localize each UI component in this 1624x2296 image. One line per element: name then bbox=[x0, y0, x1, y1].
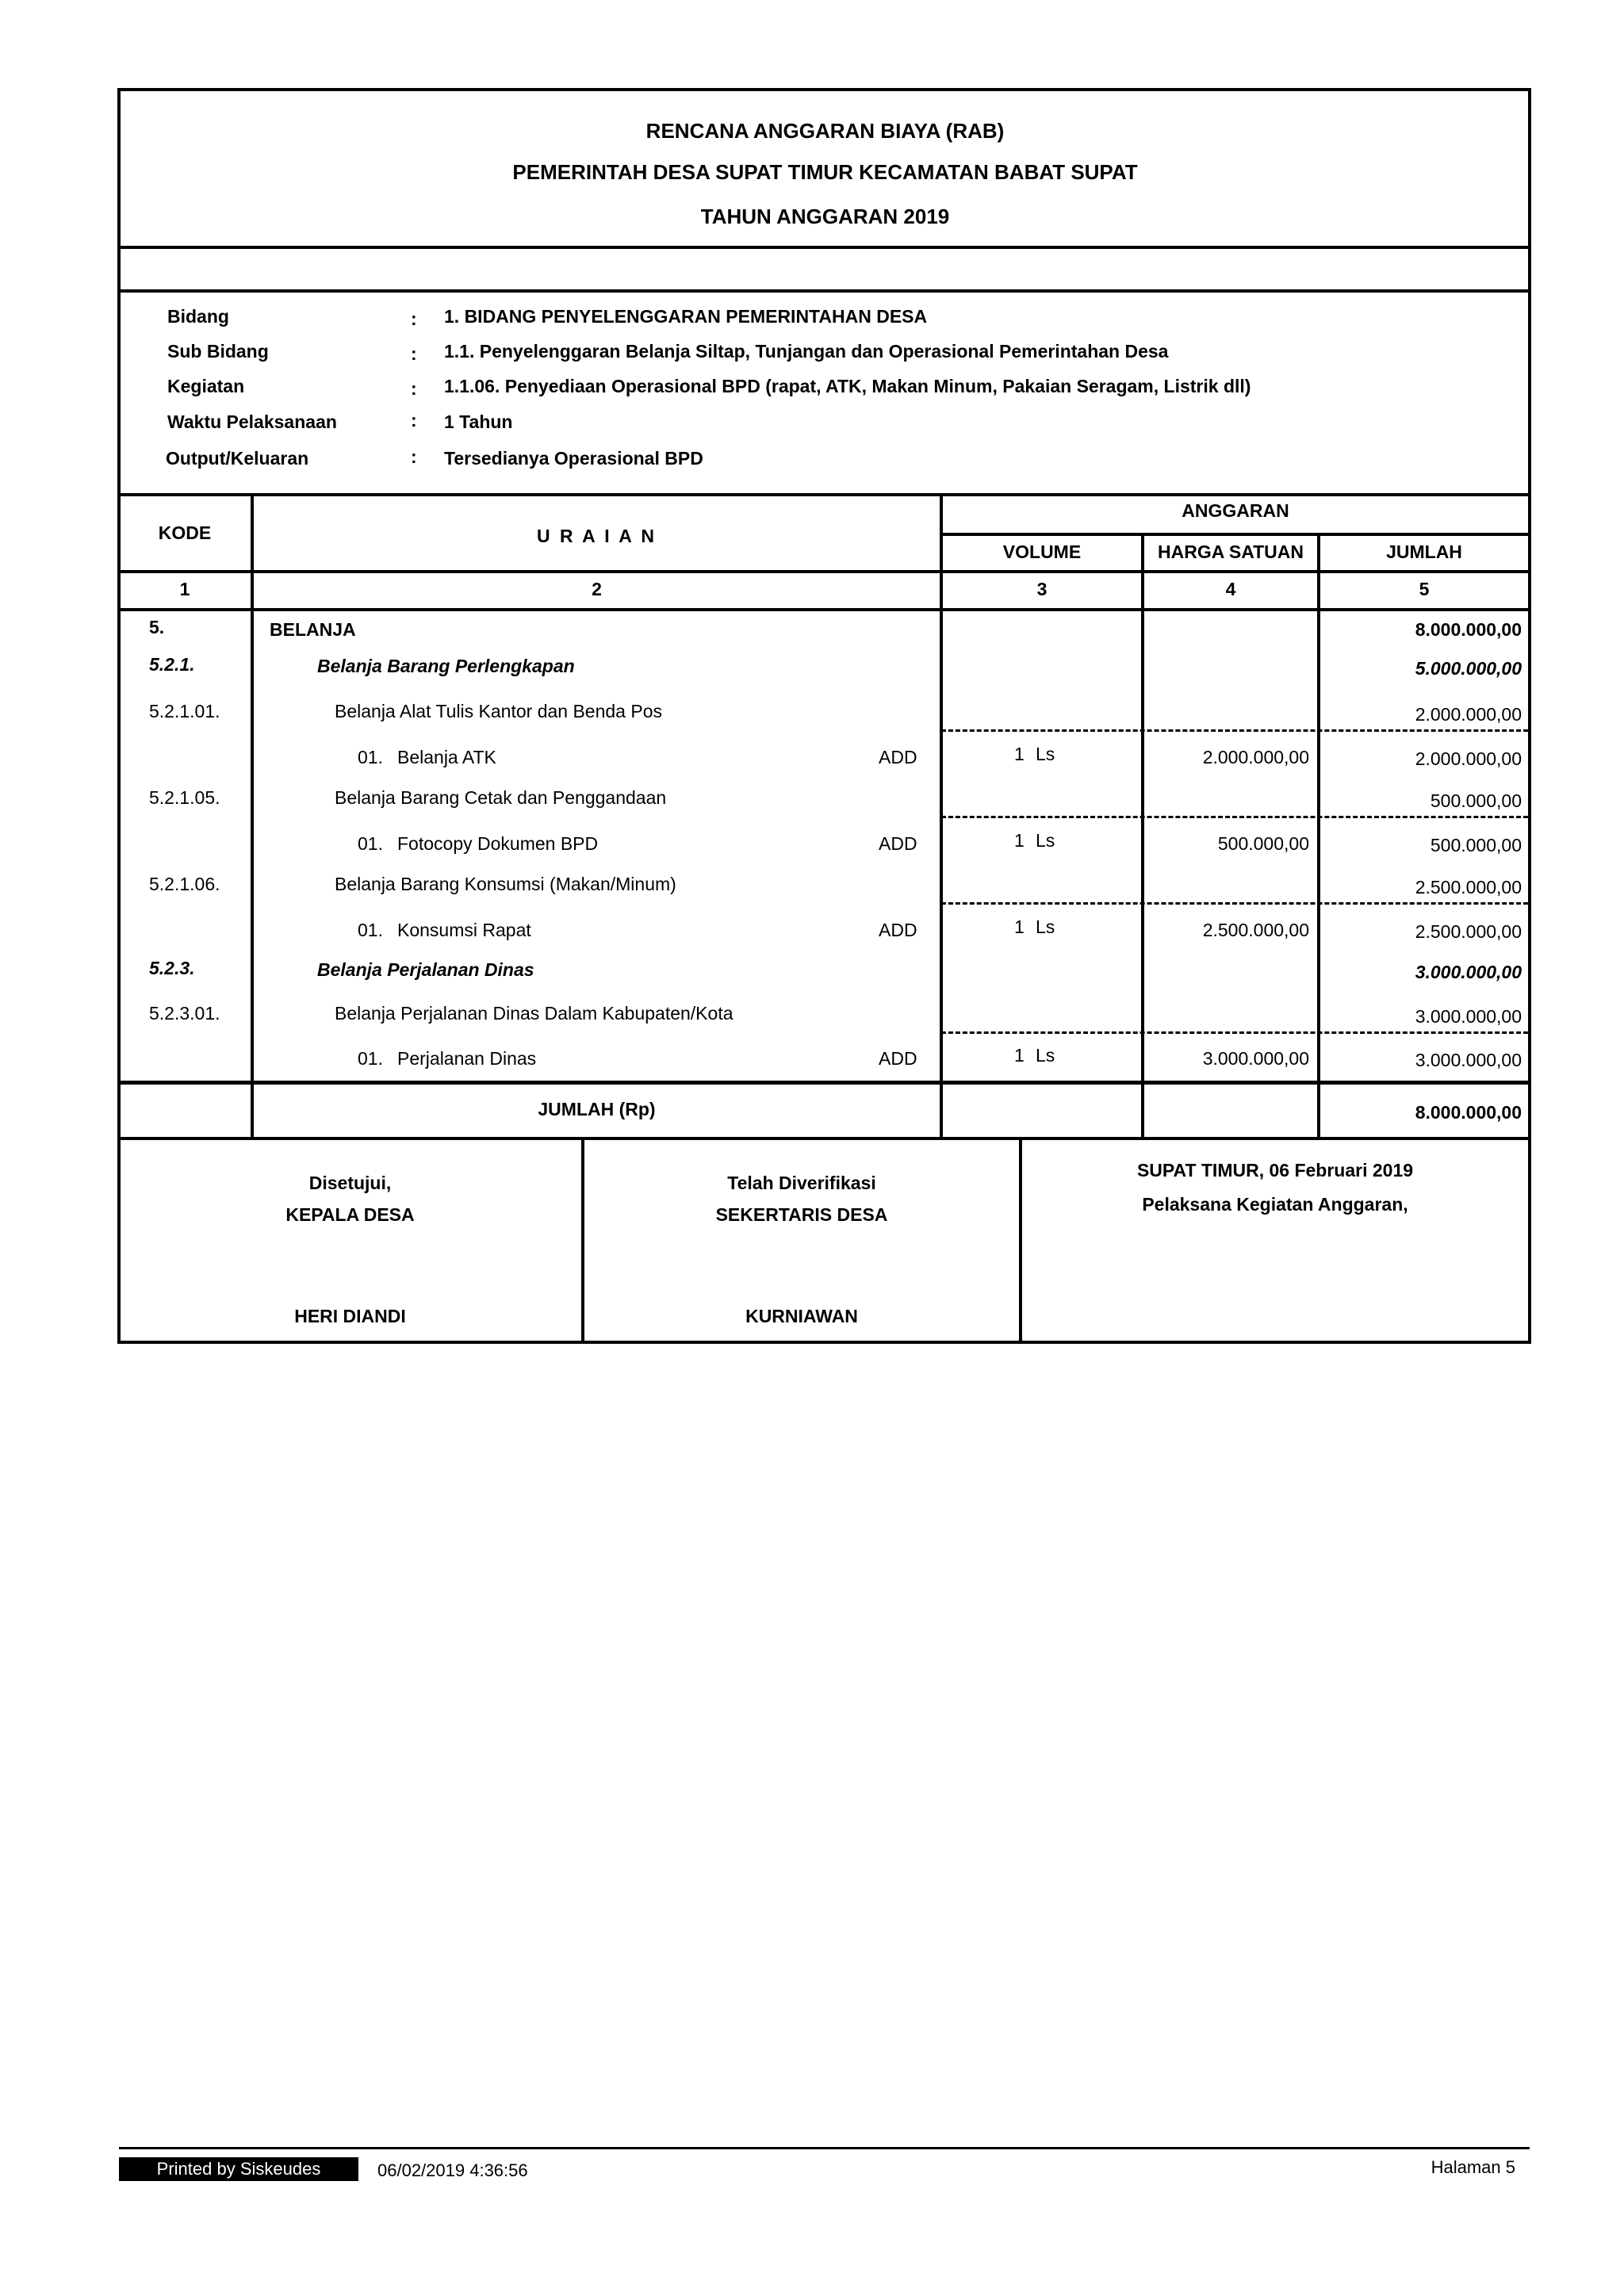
frame-left-line bbox=[117, 88, 121, 1341]
footer-timestamp: 06/02/2019 4:36:56 bbox=[377, 2160, 528, 2180]
row-uraian: Belanja ATK bbox=[397, 747, 496, 767]
row-jumlah: 2.500.000,00 bbox=[1415, 921, 1522, 942]
frame-top-line bbox=[117, 88, 1531, 91]
col-number-5: 5 bbox=[1419, 579, 1430, 599]
col-number-3: 3 bbox=[1036, 579, 1048, 599]
row-uraian: Belanja Alat Tulis Kantor dan Benda Pos bbox=[335, 701, 663, 721]
total-value: 8.000.000,00 bbox=[1415, 1102, 1522, 1123]
row-harga: 3.000.000,00 bbox=[1202, 1048, 1309, 1069]
row-harga: 2.500.000,00 bbox=[1202, 920, 1309, 940]
info-colon: : bbox=[411, 378, 417, 399]
row-uraian: Belanja Perjalanan Dinas Dalam Kabupaten/Kota bbox=[335, 1003, 733, 1024]
blank-row-bottom-line bbox=[117, 289, 1531, 293]
row-uraian: Konsumsi Rapat bbox=[397, 920, 531, 940]
row-uraian: Fotocopy Dokumen BPD bbox=[397, 833, 599, 854]
row-jumlah: 8.000.000,00 bbox=[1415, 619, 1522, 640]
row-volume-qty: 1 bbox=[1014, 744, 1025, 764]
row-jumlah: 3.000.000,00 bbox=[1415, 962, 1522, 982]
info-label-waktu: Waktu Pelaksanaan bbox=[167, 411, 337, 432]
info-colon: : bbox=[411, 446, 417, 467]
printed-by-badge: Printed by Siskeudes bbox=[119, 2157, 358, 2181]
row-jumlah: 3.000.000,00 bbox=[1415, 1006, 1522, 1027]
info-value-bidang: 1. BIDANG PENYELENGGARAN PEMERINTAHAN DESA bbox=[444, 306, 928, 327]
row-kode: 5.2.1. bbox=[149, 654, 195, 675]
row-volume-qty: 1 bbox=[1014, 1045, 1025, 1066]
row-jumlah: 2.000.000,00 bbox=[1415, 704, 1522, 725]
signature-right-place-date: SUPAT TIMUR, 06 Februari 2019 bbox=[1136, 1160, 1414, 1181]
info-label-output: Output/Keluaran bbox=[166, 448, 309, 469]
signature-middle-line2: SEKERTARIS DESA bbox=[715, 1204, 888, 1225]
col-header-jumlah: JUMLAH bbox=[1386, 541, 1462, 562]
row-volume-qty: 1 bbox=[1014, 830, 1025, 851]
row-volume-unit: Ls bbox=[1036, 1045, 1055, 1066]
title-rab: RENCANA ANGGARAN BIAYA (RAB) bbox=[645, 119, 1005, 143]
col-header-kode: KODE bbox=[158, 522, 212, 543]
info-value-waktu: 1 Tahun bbox=[444, 411, 513, 432]
row-kode: 5. bbox=[149, 617, 165, 637]
frame-right-line bbox=[1528, 88, 1531, 1341]
col-header-volume: VOLUME bbox=[1002, 541, 1082, 562]
row-jumlah: 500.000,00 bbox=[1430, 835, 1522, 855]
row-uraian: Belanja Barang Cetak dan Penggandaan bbox=[335, 787, 667, 808]
info-colon: : bbox=[411, 343, 417, 364]
row-kode: 5.2.3. bbox=[149, 958, 195, 978]
col-number-1: 1 bbox=[179, 579, 190, 599]
row-tag: ADD bbox=[879, 1048, 917, 1069]
footer-page-number: Halaman 5 bbox=[1431, 2157, 1515, 2177]
signature-left-name: HERI DIANDI bbox=[294, 1306, 406, 1326]
row-volume-unit: Ls bbox=[1036, 916, 1055, 937]
row-kode: 5.2.1.01. bbox=[149, 701, 220, 721]
title-bottom-line bbox=[117, 246, 1531, 249]
info-label-bidang: Bidang bbox=[167, 306, 229, 327]
row-item-no: 01. bbox=[358, 1048, 383, 1069]
row-tag: ADD bbox=[879, 920, 917, 940]
signature-middle-line1: Telah Diverifikasi bbox=[727, 1173, 876, 1193]
info-colon: : bbox=[411, 308, 417, 329]
info-value-output: Tersedianya Operasional BPD bbox=[444, 448, 703, 469]
row-jumlah: 3.000.000,00 bbox=[1415, 1050, 1522, 1070]
row-uraian: Belanja Barang Konsumsi (Makan/Minum) bbox=[335, 874, 676, 894]
dashed-separator bbox=[941, 902, 1528, 905]
row-uraian: Perjalanan Dinas bbox=[397, 1048, 537, 1069]
row-volume-qty: 1 bbox=[1014, 916, 1025, 937]
row-jumlah: 500.000,00 bbox=[1430, 790, 1522, 811]
row-uraian: BELANJA bbox=[270, 619, 356, 640]
row-uraian: Belanja Barang Perlengkapan bbox=[317, 656, 575, 676]
col-number-4: 4 bbox=[1225, 579, 1236, 599]
row-item-no: 01. bbox=[358, 833, 383, 854]
info-bottom-line bbox=[117, 493, 1531, 496]
row-harga: 2.000.000,00 bbox=[1202, 747, 1309, 767]
row-jumlah: 2.500.000,00 bbox=[1415, 877, 1522, 897]
info-colon: : bbox=[411, 410, 417, 430]
signature-right-role: Pelaksana Kegiatan Anggaran, bbox=[1142, 1194, 1408, 1215]
row-uraian: Belanja Perjalanan Dinas bbox=[317, 959, 534, 980]
col-header-uraian: U R A I A N bbox=[537, 526, 657, 546]
dashed-separator bbox=[941, 729, 1528, 732]
signature-bottom-line bbox=[117, 1341, 1531, 1344]
row-tag: ADD bbox=[879, 833, 917, 854]
footer-line bbox=[119, 2147, 1530, 2149]
signature-left-line2: KEPALA DESA bbox=[285, 1204, 415, 1225]
row-volume-unit: Ls bbox=[1036, 830, 1055, 851]
row-kode: 5.2.1.06. bbox=[149, 874, 220, 894]
col-number-2: 2 bbox=[592, 579, 602, 599]
info-label-sub-bidang: Sub Bidang bbox=[167, 341, 269, 362]
row-volume-unit: Ls bbox=[1036, 744, 1055, 764]
dashed-separator bbox=[941, 1031, 1528, 1034]
info-value-sub-bidang: 1.1. Penyelenggaran Belanja Siltap, Tunjangan dan Operasional Pemerintahan Desa bbox=[444, 341, 1169, 362]
total-bottom-line bbox=[117, 1137, 1531, 1140]
info-label-kegiatan: Kegiatan bbox=[167, 376, 245, 396]
dashed-separator bbox=[941, 816, 1528, 818]
row-jumlah: 2.000.000,00 bbox=[1415, 748, 1522, 769]
anggaran-sub-line bbox=[940, 533, 1531, 536]
col-header-harga-satuan: HARGA SATUAN bbox=[1158, 541, 1304, 562]
row-kode: 5.2.1.05. bbox=[149, 787, 220, 808]
signature-left-line1: Disetujui, bbox=[308, 1173, 392, 1193]
title-pemerintah: PEMERINTAH DESA SUPAT TIMUR KECAMATAN BABAT SUPAT bbox=[512, 160, 1138, 184]
row-kode: 5.2.3.01. bbox=[149, 1003, 220, 1024]
row-jumlah: 5.000.000,00 bbox=[1415, 658, 1522, 679]
col-header-anggaran: ANGGARAN bbox=[1182, 500, 1289, 521]
signature-middle-name: KURNIAWAN bbox=[745, 1306, 858, 1326]
row-tag: ADD bbox=[879, 747, 917, 767]
row-harga: 500.000,00 bbox=[1217, 833, 1309, 854]
total-label: JUMLAH (Rp) bbox=[538, 1099, 656, 1119]
info-value-kegiatan: 1.1.06. Penyediaan Operasional BPD (rapat, ATK, Makan Minum, Pakaian Seragam, Listrik dll) bbox=[444, 376, 1251, 396]
row-item-no: 01. bbox=[358, 920, 383, 940]
row-item-no: 01. bbox=[358, 747, 383, 767]
title-tahun: TAHUN ANGGARAN 2019 bbox=[700, 205, 950, 228]
